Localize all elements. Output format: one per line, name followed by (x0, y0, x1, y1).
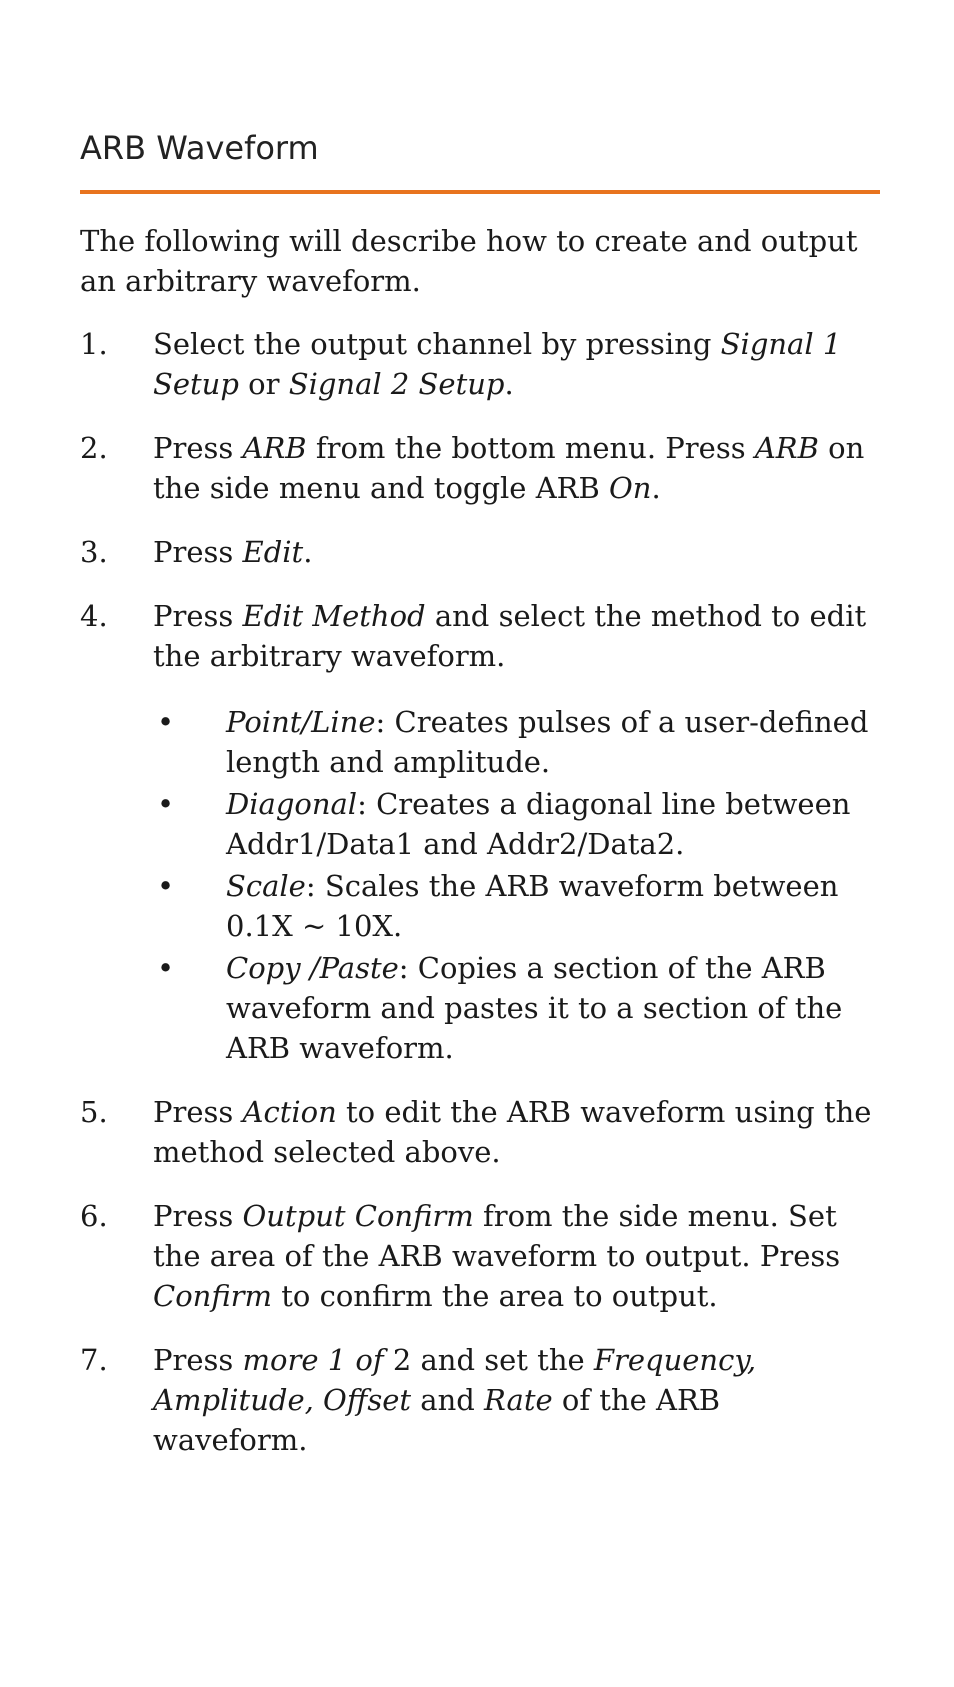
text-run: of the ARB waveform. (153, 1383, 721, 1457)
text-run: and (411, 1383, 485, 1417)
text-run: Press (153, 599, 243, 633)
emphasized-term: Action (242, 1095, 337, 1129)
step-item (80, 1092, 880, 1172)
emphasized-term: Frequency, Amplitude, Offset (153, 1343, 757, 1417)
step-text (153, 1196, 880, 1316)
text-run: Press (153, 1343, 243, 1377)
step-item (80, 532, 880, 572)
bullet-item (153, 948, 880, 1068)
text-run: : Creates a diagonal line between Addr1/Data1 and Addr2/Data2. (226, 787, 851, 861)
emphasized-term: Edit (242, 535, 304, 569)
intro-paragraph: The following will describe how to create and output an arbitrary waveform. (80, 224, 858, 298)
step-number: 4. (80, 599, 108, 633)
step-text (153, 428, 880, 508)
bullet-item (153, 784, 880, 864)
bullet-item (153, 702, 880, 782)
emphasized-term: Diagonal (226, 787, 358, 821)
step-text (153, 532, 880, 572)
emphasized-term: Signal 1 Setup (153, 327, 842, 401)
text-run: on the side menu and toggle ARB (153, 431, 865, 505)
emphasized-term: ARB (242, 431, 307, 465)
step-item (80, 324, 880, 404)
step-text (153, 1340, 880, 1460)
bullet-text (226, 948, 880, 1068)
step-item (80, 1196, 880, 1316)
text-run: : Creates pulses of a user-defined length and amplitude. (226, 705, 869, 779)
text-run: 2 and set the (383, 1343, 594, 1377)
text-run: : Scales the ARB waveform between 0.1X ~ 10X. (226, 869, 839, 943)
emphasized-term: Rate (484, 1383, 553, 1417)
step-number: 2. (80, 431, 108, 465)
step-number: 1. (80, 327, 108, 361)
text-run: to confirm the area to output. (272, 1279, 718, 1313)
emphasized-term: Edit Method (242, 599, 426, 633)
steps-list (80, 324, 880, 1484)
emphasized-term: Copy /Paste (226, 951, 399, 985)
bullet-text (226, 702, 880, 782)
heading-rule (80, 190, 880, 194)
step-text (153, 596, 880, 676)
emphasized-term: more 1 of (242, 1343, 384, 1377)
text-run: . (303, 535, 313, 569)
bullet-dot-icon: • (157, 951, 175, 985)
text-run: and select the method to edit the arbitrary waveform. (153, 599, 867, 673)
text-run: Press (153, 535, 243, 569)
step-item (80, 596, 880, 1068)
step-item (80, 1340, 880, 1460)
text-run: . (651, 471, 661, 505)
text-run: Press (153, 1199, 243, 1233)
step-number: 3. (80, 535, 108, 569)
bullet-dot-icon: • (157, 869, 175, 903)
text-run: or (238, 367, 289, 401)
emphasized-term: Point/Line (226, 705, 376, 739)
emphasized-term: Scale (226, 869, 306, 903)
emphasized-term: Output Confirm (242, 1199, 474, 1233)
bullet-dot-icon: • (157, 705, 175, 739)
step-number: 5. (80, 1095, 108, 1129)
emphasized-term: ARB (754, 431, 819, 465)
emphasized-term: Confirm (153, 1279, 273, 1313)
text-run: to edit the ARB waveform using the method selected above. (153, 1095, 872, 1169)
text-run: Press (153, 1095, 243, 1129)
step-item (80, 428, 880, 508)
section-heading: ARB Waveform (80, 129, 319, 167)
bullet-item (153, 866, 880, 946)
text-run: from the side menu. Set the area of the ARB waveform to output. Press (153, 1199, 841, 1273)
text-run: . (504, 367, 514, 401)
text-run: Select the output channel by pressing (153, 327, 721, 361)
step-text (153, 324, 880, 404)
emphasized-term: Signal 2 Setup (288, 367, 505, 401)
bullet-text (226, 866, 880, 946)
bullet-text (226, 784, 880, 864)
text-run: Press (153, 431, 243, 465)
bullet-dot-icon: • (157, 787, 175, 821)
step-number: 6. (80, 1199, 108, 1233)
text-run: : Copies a section of the ARB waveform and pastes it to a section of the ARB waveform. (226, 951, 843, 1065)
method-bullet-list (153, 702, 880, 1068)
step-text (153, 1092, 880, 1172)
emphasized-term: On (609, 471, 652, 505)
step-number: 7. (80, 1343, 108, 1377)
text-run: from the bottom menu. Press (306, 431, 755, 465)
